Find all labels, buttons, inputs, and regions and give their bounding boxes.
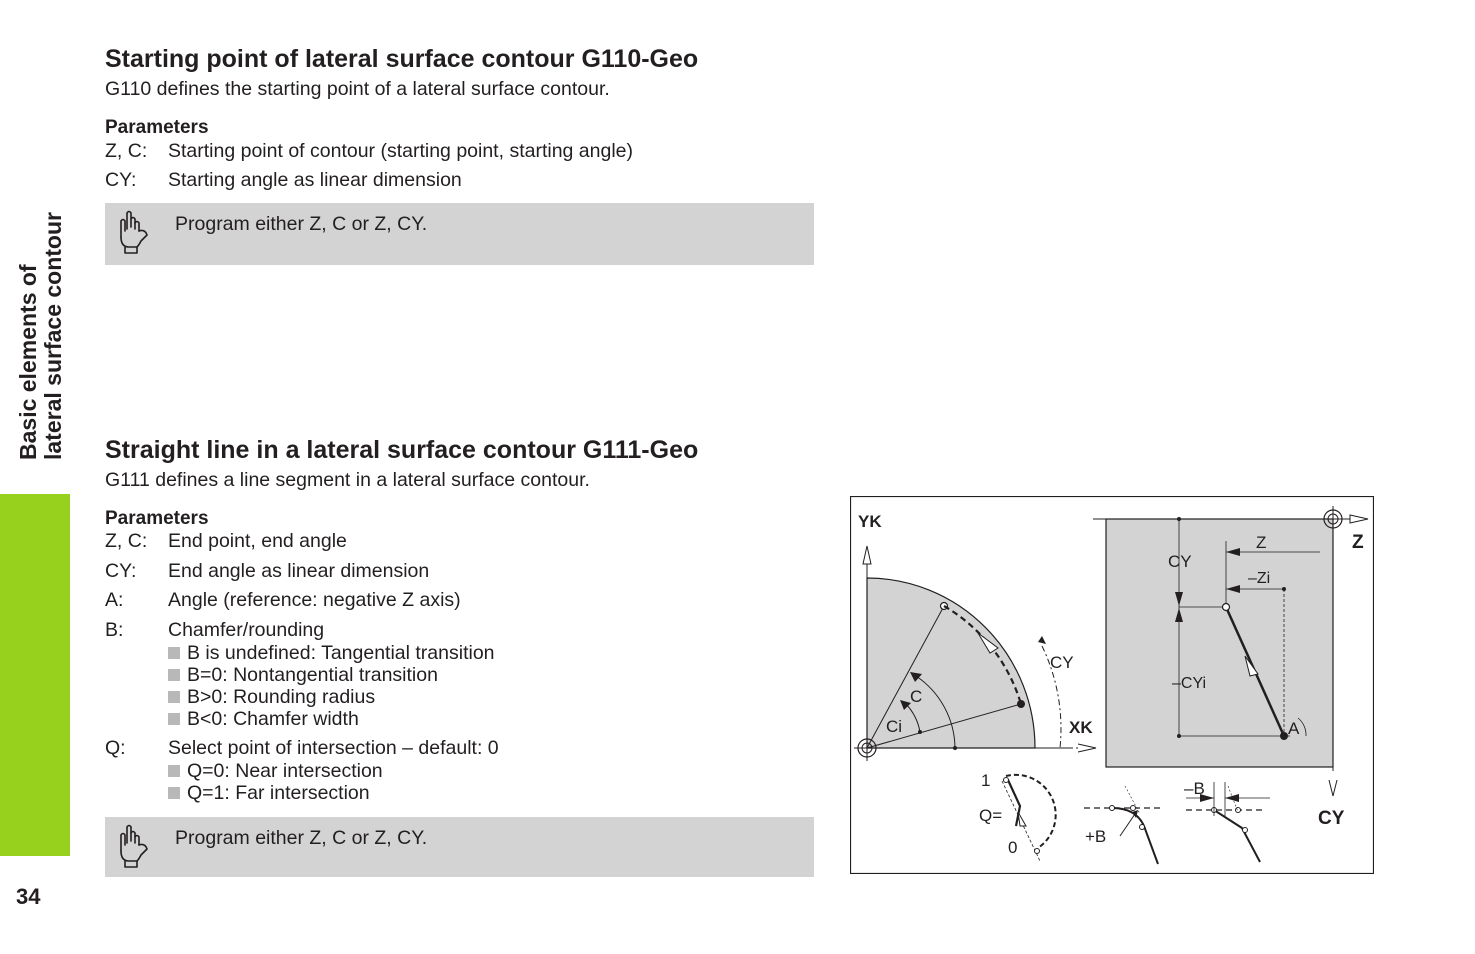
param-key: Z, C:	[105, 140, 148, 162]
section1-param-cy	[105, 169, 462, 192]
lateral-surface-line-diagram	[850, 496, 1374, 874]
label-a: A	[1288, 719, 1300, 738]
b-option-text: B is undefined: Tangential transition	[187, 642, 495, 664]
param-desc: Starting point of contour (starting point, starting angle)	[168, 140, 634, 162]
label-xk: XK	[1069, 718, 1093, 737]
chapter-tab	[0, 494, 70, 856]
label-yk: YK	[858, 512, 882, 531]
section2-param-zc	[105, 530, 347, 553]
bullet-square-icon	[168, 691, 180, 703]
chapter-title	[16, 212, 66, 460]
q-option	[168, 760, 383, 782]
section1-heading: Starting point of lateral surface contour G110-Geo	[105, 45, 699, 73]
label-cy-dim: CY	[1168, 552, 1192, 571]
section2-note-text: Program either Z, C or Z, CY.	[175, 827, 428, 849]
label-z-dim: Z	[1256, 533, 1267, 552]
section2-param-cy	[105, 560, 429, 583]
label-zi-dim: –Zi	[1248, 570, 1271, 587]
param-desc: End point, end angle	[168, 530, 347, 552]
section2-param-b	[105, 619, 324, 642]
label-cyi-dim: –CYi	[1172, 675, 1207, 692]
param-key: Q:	[105, 737, 126, 759]
b-option	[168, 642, 495, 664]
param-key: CY:	[105, 560, 137, 582]
label-plus-b: +B	[1085, 827, 1107, 846]
section2-params-heading: Parameters	[105, 508, 209, 529]
label-zero: 0	[1008, 838, 1018, 857]
label-one: 1	[981, 771, 991, 790]
label-cy-arc: CY	[1050, 653, 1074, 672]
section1-note	[105, 203, 814, 265]
section1-intro: G110 defines the starting point of a lateral surface contour.	[105, 78, 610, 100]
label-c: C	[910, 687, 923, 706]
section2-param-a	[105, 589, 461, 612]
pointing-hand-icon	[113, 207, 153, 257]
param-key: B:	[105, 619, 124, 641]
bullet-square-icon	[168, 713, 180, 725]
label-minus-b: –B	[1184, 779, 1205, 798]
q-option	[168, 782, 370, 804]
chapter-title-line2: lateral surface contour	[40, 212, 66, 460]
label-z-axis: Z	[1352, 532, 1364, 553]
param-desc: Angle (reference: negative Z axis)	[168, 589, 461, 611]
section2-param-q	[105, 737, 499, 760]
label-q: Q=	[979, 806, 1003, 825]
pointing-hand-icon	[113, 821, 153, 871]
bullet-square-icon	[168, 765, 180, 777]
b-option	[168, 664, 438, 686]
bullet-square-icon	[168, 787, 180, 799]
b-option-text: B<0: Chamfer width	[187, 708, 359, 730]
q-option-text: Q=1: Far intersection	[187, 782, 370, 804]
b-option-text: B=0: Nontangential transition	[187, 664, 438, 686]
param-key: Z, C:	[105, 530, 148, 552]
section2-heading: Straight line in a lateral surface contour G111-Geo	[105, 436, 699, 464]
section1-params-heading: Parameters	[105, 117, 209, 138]
param-key: A:	[105, 589, 124, 611]
section2-intro: G111 defines a line segment in a lateral surface contour.	[105, 469, 590, 491]
param-desc: Select point of intersection – default: 0	[168, 737, 499, 759]
q-option-text: Q=0: Near intersection	[187, 760, 383, 782]
param-desc: Starting angle as linear dimension	[168, 169, 462, 191]
param-key: CY:	[105, 169, 137, 191]
bullet-square-icon	[168, 669, 180, 681]
label-cy-axis: CY	[1318, 808, 1345, 829]
page-number: 34	[16, 884, 41, 909]
bullet-square-icon	[168, 647, 180, 659]
section2-note	[105, 817, 814, 877]
b-option	[168, 686, 375, 708]
b-option-text: B>0: Rounding radius	[187, 686, 376, 708]
b-option	[168, 708, 359, 730]
section1-note-text: Program either Z, C or Z, CY.	[175, 213, 428, 235]
param-desc: End angle as linear dimension	[168, 560, 430, 582]
param-desc: Chamfer/rounding	[168, 619, 325, 641]
label-ci: Ci	[886, 717, 903, 736]
chapter-title-line1: Basic elements of	[15, 264, 41, 460]
section1-param-zc	[105, 140, 633, 163]
